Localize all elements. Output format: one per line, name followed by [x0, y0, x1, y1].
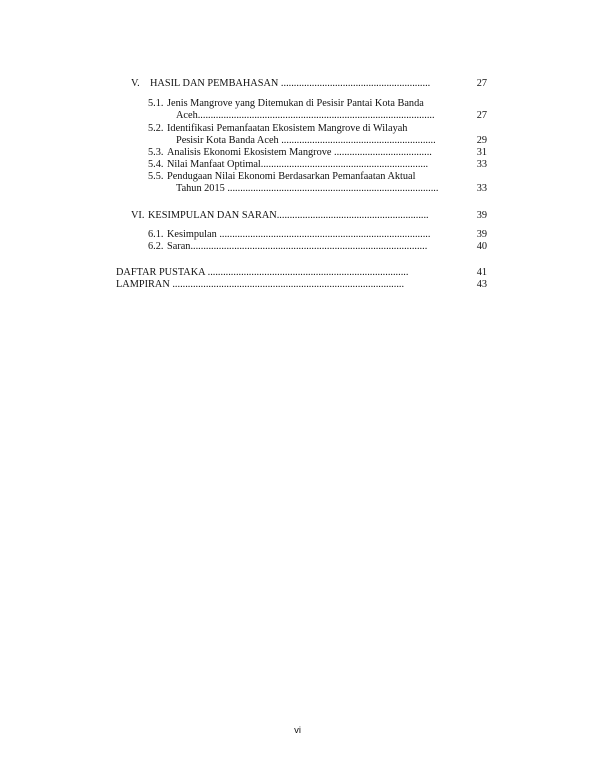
- page-number: 39: [476, 229, 487, 240]
- section-title: Nilai Manfaat Optimal.................................................................: [167, 159, 429, 170]
- section-number: 5.5.: [148, 171, 164, 182]
- section-title-line1: Jenis Mangrove yang Ditemukan di Pesisir Pantai Kota Banda: [167, 98, 424, 109]
- section-title: Analisis Ekonomi Ekosistem Mangrove ......................................: [167, 147, 432, 158]
- section-title: Saran............................................................................................: [167, 241, 428, 252]
- page-number: 31: [476, 147, 487, 158]
- section-number: 5.1.: [148, 98, 164, 109]
- chapter-number: V.: [131, 78, 140, 89]
- page-number: 40: [476, 241, 487, 252]
- page-footer-number: vi: [294, 725, 301, 736]
- section-title-line1: Pendugaan Nilai Ekonomi Berdasarkan Pemanfaatan Aktual: [167, 171, 416, 182]
- section-title-line2: Tahun 2015 ..................................................................................: [176, 183, 439, 194]
- section-number: 5.3.: [148, 147, 164, 158]
- page-number: 39: [476, 210, 487, 221]
- section-number: 6.2.: [148, 241, 164, 252]
- section-number: 5.2.: [148, 123, 164, 134]
- section-number: 5.4.: [148, 159, 164, 170]
- chapter-number: VI.: [131, 210, 145, 221]
- page-number: 33: [476, 183, 487, 194]
- section-title: Kesimpulan ..................................................................................: [167, 229, 431, 240]
- page-number: 27: [476, 78, 487, 89]
- entry-title: LAMPIRAN ..........................................................................................: [116, 279, 405, 290]
- chapter-title: KESIMPULAN DAN SARAN...........................................................: [148, 210, 429, 221]
- page-number: 43: [476, 279, 487, 290]
- page-number: 29: [476, 135, 487, 146]
- section-title-line2: Pesisir Kota Banda Aceh ............................................................: [176, 135, 436, 146]
- page-number: 41: [476, 267, 487, 278]
- entry-title: DAFTAR PUSTAKA ..............................................................................: [116, 267, 409, 278]
- section-title-line1: Identifikasi Pemanfaatan Ekosistem Mangrove di Wilayah: [167, 123, 408, 134]
- chapter-title: HASIL DAN PEMBAHASAN ..........................................................: [150, 78, 431, 89]
- section-number: 6.1.: [148, 229, 164, 240]
- page-number: 27: [476, 110, 487, 121]
- page-number: 33: [476, 159, 487, 170]
- section-title-line2: Aceh............................................................................................: [176, 110, 435, 121]
